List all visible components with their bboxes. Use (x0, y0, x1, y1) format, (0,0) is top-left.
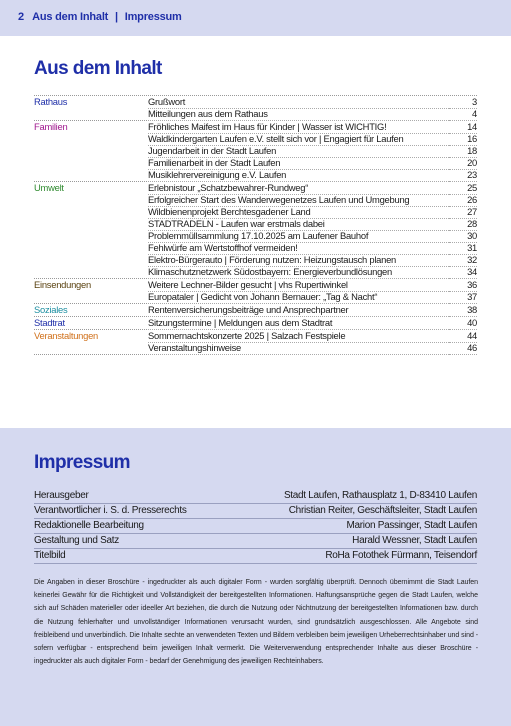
toc-page-number: 23 (449, 169, 477, 182)
toc-entry-title: Familienarbeit in der Stadt Laufen (148, 157, 449, 170)
toc-entry-title: Weitere Lechner-Bilder gesucht | vhs Rupertiwinkel (148, 279, 449, 292)
toc-page-number: 32 (449, 254, 477, 267)
toc-page-number: 14 (449, 121, 477, 134)
toc-entry[interactable] (34, 121, 477, 133)
toc-entry[interactable] (34, 304, 477, 316)
toc-entry[interactable] (34, 169, 477, 181)
toc-group (34, 181, 477, 278)
toc-page-number: 38 (449, 304, 477, 317)
impressum-value: Stadt Laufen, Rathausplatz 1, D-83410 Laufen (283, 490, 477, 501)
toc-page-number: 31 (449, 242, 477, 255)
impressum-row (34, 519, 477, 534)
toc-page-number: 25 (449, 182, 477, 195)
toc-entry[interactable] (34, 266, 477, 278)
toc-category: Stadtrat (34, 317, 65, 328)
toc-page-number: 44 (449, 330, 477, 343)
impressum-row (34, 549, 477, 564)
toc-group (34, 316, 477, 329)
toc-entry[interactable] (34, 182, 477, 194)
toc-entry-title: Sommernachtskonzerte 2025 | Salzach Festspiele (148, 330, 449, 343)
table-of-contents (34, 95, 477, 356)
toc-category: Einsendungen (34, 279, 91, 290)
toc-page-number: 27 (449, 206, 477, 219)
toc-group (34, 120, 477, 181)
impressum-value: Harald Wessner, Stadt Laufen (352, 535, 477, 546)
toc-entry[interactable] (34, 317, 477, 329)
toc-entry[interactable] (34, 230, 477, 242)
toc-group (34, 329, 477, 354)
toc-page-number: 37 (449, 291, 477, 304)
toc-page-number: 46 (449, 342, 477, 355)
header-section: Aus dem Inhalt (32, 11, 109, 23)
impressum-row (34, 504, 477, 519)
toc-entry-title: Musiklehrervereinigung e.V. Laufen (148, 169, 449, 182)
toc-entry-title: Elektro-Bürgerauto | Förderung nutzen: Heizungstausch planen (148, 254, 449, 267)
toc-page-number: 4 (449, 108, 477, 121)
toc-category: Rathaus (34, 96, 68, 107)
impressum-label: Titelbild (34, 550, 66, 561)
toc-entry-title: Jugendarbeit in der Stadt Laufen (148, 145, 449, 158)
toc-group (34, 303, 477, 316)
toc-entry[interactable] (34, 330, 477, 342)
impressum-value: RoHa Fotothek Fürmann, Teisendorf (325, 550, 477, 561)
impressum-label: Gestaltung und Satz (34, 535, 119, 546)
toc-group (34, 278, 477, 303)
impressum-row (34, 534, 477, 549)
toc-entry[interactable] (34, 342, 477, 354)
toc-entry-title: Erlebnistour „Schatzbewahrer-Rundweg“ (148, 182, 449, 195)
toc-entry-title: Mitteilungen aus dem Rathaus (148, 108, 449, 121)
toc-page-number: 40 (449, 317, 477, 330)
toc-entry-title: Sitzungstermine | Meldungen aus dem Stadtrat (148, 317, 449, 330)
page-header (0, 0, 511, 36)
impressum-table (34, 489, 477, 564)
toc-entry-title: Klimaschutznetzwerk Südostbayern: Energieverbundlösungen (148, 266, 449, 279)
toc-page-number: 30 (449, 230, 477, 243)
impressum-value: Christian Reiter, Geschäftsleiter, Stadt Laufen (288, 505, 477, 516)
toc-entry[interactable] (34, 96, 477, 108)
toc-entry-title: Europataler | Gedicht von Johann Bernauer: „Tag & Nacht“ (148, 291, 449, 304)
toc-category: Veranstaltungen (34, 330, 99, 341)
toc-entry[interactable] (34, 218, 477, 230)
impressum-value: Marion Passinger, Stadt Laufen (346, 520, 477, 531)
toc-entry-title: STADTRADELN - Laufen war erstmals dabei (148, 218, 449, 231)
toc-entry-title: Erfolgreicher Start des Wanderwegenetzes Laufen und Umgebung (148, 194, 449, 207)
toc-category: Soziales (34, 304, 68, 315)
toc-entry[interactable] (34, 206, 477, 218)
toc-entry-title: Waldkindergarten Laufen e.V. stellt sich vor | Engagiert für Laufen (148, 133, 449, 146)
toc-entry-title: Grußwort (148, 96, 449, 109)
toc-entry[interactable] (34, 157, 477, 169)
toc-entry-title: Wildbienenprojekt Berchtesgadener Land (148, 206, 449, 219)
disclaimer-text: Die Angaben in dieser Broschüre - ingedruckter als auch digitaler Form - wurden sorgfältig überprüft. Dennoch übernimmt die Stadt Laufen keinerlei Gewähr für die Richtigkeit und Vollständigkeit der bereitgestellten Informationen. Haftungsansprüche gegen die Stadt Laufen, welche sich auf Schäden materieller oder ideeller Art beziehen, die durch die Nutzung oder Nichtnutzung der bereitgestellten Informationen bzw. durch die Nutzung fehlerhafter und unvollständiger Informationen verursacht wurden, sind grundsätzlich ausgeschlossen. Alle Angebote sind freibleibend und unverbindlich. Die Inhalte sechte an verwendeten Texten und Bildern verbleiben beim jeweiligen Urheberrechtsinhaber und sind - sofern verfügbar - entsprechend beim jeweiligen Inhalt vermerkt. Die Weiterverwendung entsprechender Inhalte aus dieser Broschüre - ingedruckter als auch digitaler Form - bedarf der Genehmigung des jeweiligen Rechteinhabers. (34, 579, 478, 666)
toc-entry[interactable] (34, 254, 477, 266)
toc-page-number: 26 (449, 194, 477, 207)
toc-category: Familien (34, 121, 68, 132)
toc-entry[interactable] (34, 194, 477, 206)
toc-page-number: 36 (449, 279, 477, 292)
toc-entry[interactable] (34, 279, 477, 291)
page-number: 2 (18, 11, 24, 23)
toc-entry-title: Veranstaltungshinweise (148, 342, 449, 355)
toc-entry[interactable] (34, 133, 477, 145)
toc-page-number: 3 (449, 96, 477, 109)
impressum-label: Verantwortlicher i. S. d. Presserechts (34, 505, 187, 516)
toc-entry-title: Problemmüllsammlung 17.10.2025 am Laufener Bauhof (148, 230, 449, 243)
header-text (18, 11, 182, 23)
toc-title: Aus dem Inhalt (34, 58, 162, 79)
toc-entry-title: Fröhliches Maifest im Haus für Kinder | Wasser ist WICHTIG! (148, 121, 449, 134)
toc-entry[interactable] (34, 291, 477, 303)
toc-page-number: 18 (449, 145, 477, 158)
toc-entry-title: Fehlwürfe am Wertstoffhof vermeiden! (148, 242, 449, 255)
impressum-row (34, 489, 477, 504)
toc-group (34, 95, 477, 120)
toc-page-number: 28 (449, 218, 477, 231)
header-separator: | (115, 11, 118, 23)
toc-page-number: 20 (449, 157, 477, 170)
impressum-title: Impressum (34, 452, 130, 473)
toc-page-number: 16 (449, 133, 477, 146)
toc-category: Umwelt (34, 182, 64, 193)
toc-entry[interactable] (34, 242, 477, 254)
impressum-label: Herausgeber (34, 490, 89, 501)
header-subsection: Impressum (124, 11, 182, 23)
toc-entry-title: Rentenversicherungsbeiträge und Ansprechpartner (148, 304, 449, 317)
toc-entry[interactable] (34, 145, 477, 157)
toc-entry[interactable] (34, 108, 477, 120)
toc-page-number: 34 (449, 266, 477, 279)
impressum-label: Redaktionelle Bearbeitung (34, 520, 144, 531)
